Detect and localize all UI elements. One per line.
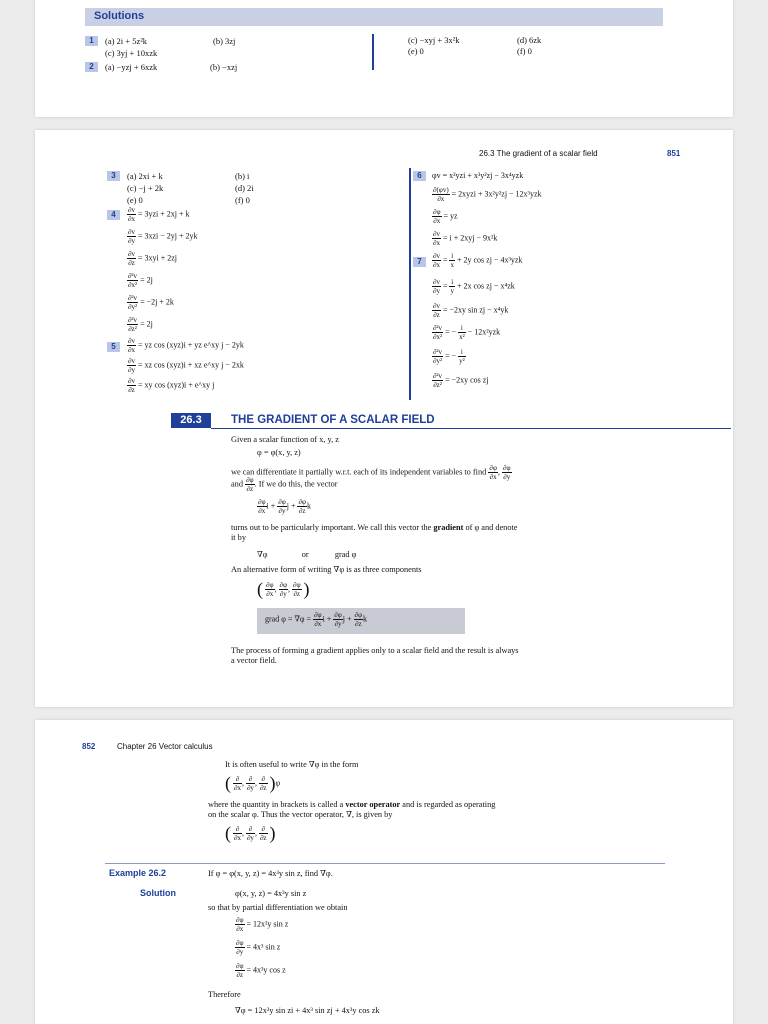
- question-number-2: 2: [85, 62, 98, 72]
- q5-line-1: $\frac{\partial v}{\partial x}$ = yz cos (xyz)i + yz e^xy j − 2yk: [128, 337, 244, 354]
- operator-form: ( $\frac{\partial}{\partial x}$ , $\frac{\partial}{\partial y}$ , $\frac{\partial}{\partial z}$ )φ: [225, 773, 281, 793]
- answer-1a: (a) 2i + 5z²k: [105, 36, 148, 46]
- solutions-page-fragment: [35, 0, 733, 117]
- question-number-1: 1: [85, 36, 98, 46]
- q6-line-4: $\frac{\partial v}{\partial x}$ = i + 2xyj − 9x²k: [433, 230, 498, 247]
- partial-z: $\frac{\partial\varphi}{\partial z}$ = 4x³y cos z: [236, 962, 286, 979]
- text-operator-given: on the scalar φ. Thus the vector operator, ∇, is given by: [208, 810, 393, 819]
- q4-line-4: $\frac{\text{∂²v}}{\text{∂x²}}$ = 2j: [128, 272, 153, 289]
- q7-line-3: $\frac{\partial v}{\partial z}$ = −2xy sin zj − x⁴yk: [433, 302, 509, 319]
- answer-3f: (f) 0: [235, 195, 250, 205]
- answer-3b: (b) i: [235, 171, 250, 181]
- answer-3c: (c) −j + 2k: [127, 183, 164, 193]
- question-number-6: 6: [413, 171, 426, 181]
- answer-3d: (d) 2i: [235, 183, 254, 193]
- section-rule: [211, 428, 731, 429]
- q7-line-5: $\frac{\text{∂²v}}{\text{∂y²}}$ = − $\frac{i}{\text{y²}}$: [433, 348, 465, 365]
- answer-1b: (b) 3zj: [213, 36, 236, 46]
- q6-line-3: $\frac{\partial\varphi}{\partial x}$ = yz: [433, 208, 458, 225]
- text-alternative-form: An alternative form of writing ∇φ is as three components: [231, 565, 422, 574]
- answer-3a: (a) 2xi + k: [127, 171, 163, 181]
- gradient-vector-expression: $\frac{\partial\varphi}{\partial x}$ i + $\frac{\partial\varphi}{\partial y}$ j + $\frac{\partial\varphi}{\partial z}$ k: [258, 498, 311, 515]
- text-therefore: Therefore: [208, 990, 241, 999]
- q7-line-1: $\frac{\partial v}{\partial x}$ = $\frac{i}{x}$ + 2y cos zj − 4x³yzk: [433, 252, 523, 269]
- text-gradient-definition: turns out to be particularly important. We call this vector the gradient of φ and denote: [231, 523, 518, 532]
- answer-3e: (e) 0: [127, 195, 143, 205]
- page-851: [35, 130, 733, 707]
- q5-line-3: $\frac{\partial v}{\partial z}$ = xy cos (xyz)i + e^xy j: [128, 377, 215, 394]
- answer-1c: (c) 3yj + 10xzk: [105, 48, 158, 58]
- q6-line-2: $\frac{\partial(\varphi v)}{\partial x}$ = 2xyzi + 3x²y²zj − 12x³yzk: [433, 186, 542, 203]
- example-rule: [105, 863, 665, 864]
- question-number-7: 7: [413, 257, 426, 267]
- text-useful-form: It is often useful to write ∇φ in the form: [225, 760, 359, 769]
- text-given: Given a scalar function of x, y, z: [231, 435, 339, 444]
- question-number-4: 4: [107, 210, 120, 220]
- partial-y: $\frac{\partial\varphi}{\partial y}$ = 4x³ sin z: [236, 939, 281, 956]
- answer-1f: (f) 0: [517, 46, 532, 56]
- q7-line-6: $\frac{\text{∂²v}}{\text{∂z²}}$ = −2xy cos zj: [433, 372, 489, 389]
- answer-1e: (e) 0: [408, 46, 424, 56]
- solution-line-1: φ(x, y, z) = 4x³y sin z: [235, 889, 307, 898]
- text-vector-operator: where the quantity in brackets is called a vector operator and is regarded as operating: [208, 800, 496, 809]
- text-it-by: it by: [231, 533, 246, 542]
- q7-line-4: $\frac{\text{∂²v}}{\text{∂x²}}$ = − $\frac{i}{\text{x²}}$ − 12x²yzk: [433, 324, 501, 341]
- solution-label: Solution: [140, 888, 176, 898]
- q6-line-1: φv = x²yzi + x³y²zj − 3x⁴yzk: [432, 171, 524, 180]
- q4-line-3: $\frac{\partial v}{\partial z}$ = 3xyi + 2zj: [128, 250, 177, 267]
- example-label: Example 26.2: [109, 868, 167, 878]
- gradient-result: ∇φ = 12x²y sin zi + 4x³ sin zj + 4x³y cos zk: [235, 1006, 380, 1015]
- gradient-definition-formula: grad φ = ∇φ = $\frac{\partial\varphi}{\partial x}$ i + $\frac{\partial\varphi}{\partial y}$ j + $\frac{\partial\varphi}{\partial z}$ k: [265, 611, 368, 628]
- question-number-3: 3: [107, 171, 120, 181]
- question-number-5: 5: [107, 342, 120, 352]
- partial-x: $\frac{\partial\varphi}{\partial x}$ = 12x²y sin z: [236, 916, 289, 933]
- column-divider: [372, 34, 374, 70]
- running-head: 26.3 The gradient of a scalar field: [479, 149, 598, 158]
- phi-definition: φ = φ(x, y, z): [257, 448, 301, 457]
- section-title: THE GRADIENT OF A SCALAR FIELD: [231, 414, 435, 426]
- solution-line-2: so that by partial differentiation we obtain: [208, 903, 348, 912]
- answer-1c-right: (c) −xyj + 3x²k: [408, 35, 460, 45]
- text-process: The process of forming a gradient applies only to a scalar field and the result is always: [231, 646, 519, 655]
- example-statement: If φ = φ(x, y, z) = 4x³y sin z, find ∇φ.: [208, 869, 333, 878]
- q4-line-5: $\frac{\text{∂²v}}{\text{∂y²}}$ = −2j + 2k: [128, 294, 174, 311]
- running-head: Chapter 26 Vector calculus: [117, 742, 213, 751]
- solutions-header-bar: [85, 8, 663, 26]
- answer-2a: (a) −yzj + 6xzk: [105, 62, 158, 72]
- page-number: 852: [82, 742, 96, 751]
- q4-line-1: $\frac{\partial v}{\partial x}$ = 3yzi + 2xj + k: [128, 206, 190, 223]
- answer-1d: (d) 6zk: [517, 35, 542, 45]
- q4-line-2: $\frac{\partial v}{\partial y}$ = 3xzi − 2yj + 2yk: [128, 228, 198, 245]
- page-852: [35, 720, 733, 1024]
- page-number: 851: [667, 149, 681, 158]
- section-number: 26.3: [171, 413, 211, 428]
- q4-line-6: $\frac{\text{∂²v}}{\text{∂z²}}$ = 2j: [128, 316, 153, 333]
- q7-line-2: $\frac{\partial v}{\partial y}$ = $\frac{i}{y}$ + 2x cos zj − x⁴zk: [433, 278, 515, 295]
- text-and: and $\frac{\partial\varphi}{\partial z}$ . If we do this, the vector: [231, 476, 338, 493]
- nabla-phi-notation: ∇φ or grad φ: [257, 550, 357, 559]
- text-vector-field: a vector field.: [231, 656, 277, 665]
- nabla-operator: ( $\frac{\partial}{\partial x}$ , $\frac{\partial}{\partial y}$ , $\frac{\partial}{\partial z}$ ): [225, 823, 276, 843]
- q5-line-2: $\frac{\partial v}{\partial y}$ = xz cos (xyz)i + xz e^xy j − 2xk: [128, 357, 244, 374]
- text-differentiate: we can differentiate it partially w.r.t. each of its independent variables to find $\frac{\partial\varphi}{\partial x}$ , $\frac{\partial\varphi}{\partial y}$: [231, 464, 511, 481]
- column-divider: [409, 168, 411, 400]
- answer-2b: (b) −xzj: [210, 62, 238, 72]
- solutions-title: Solutions: [94, 10, 145, 22]
- gradient-components: ( $\frac{\partial\varphi}{\partial x}$ , $\frac{\partial\varphi}{\partial y}$ , $\frac{\partial\varphi}{\partial z}$ ): [257, 579, 310, 599]
